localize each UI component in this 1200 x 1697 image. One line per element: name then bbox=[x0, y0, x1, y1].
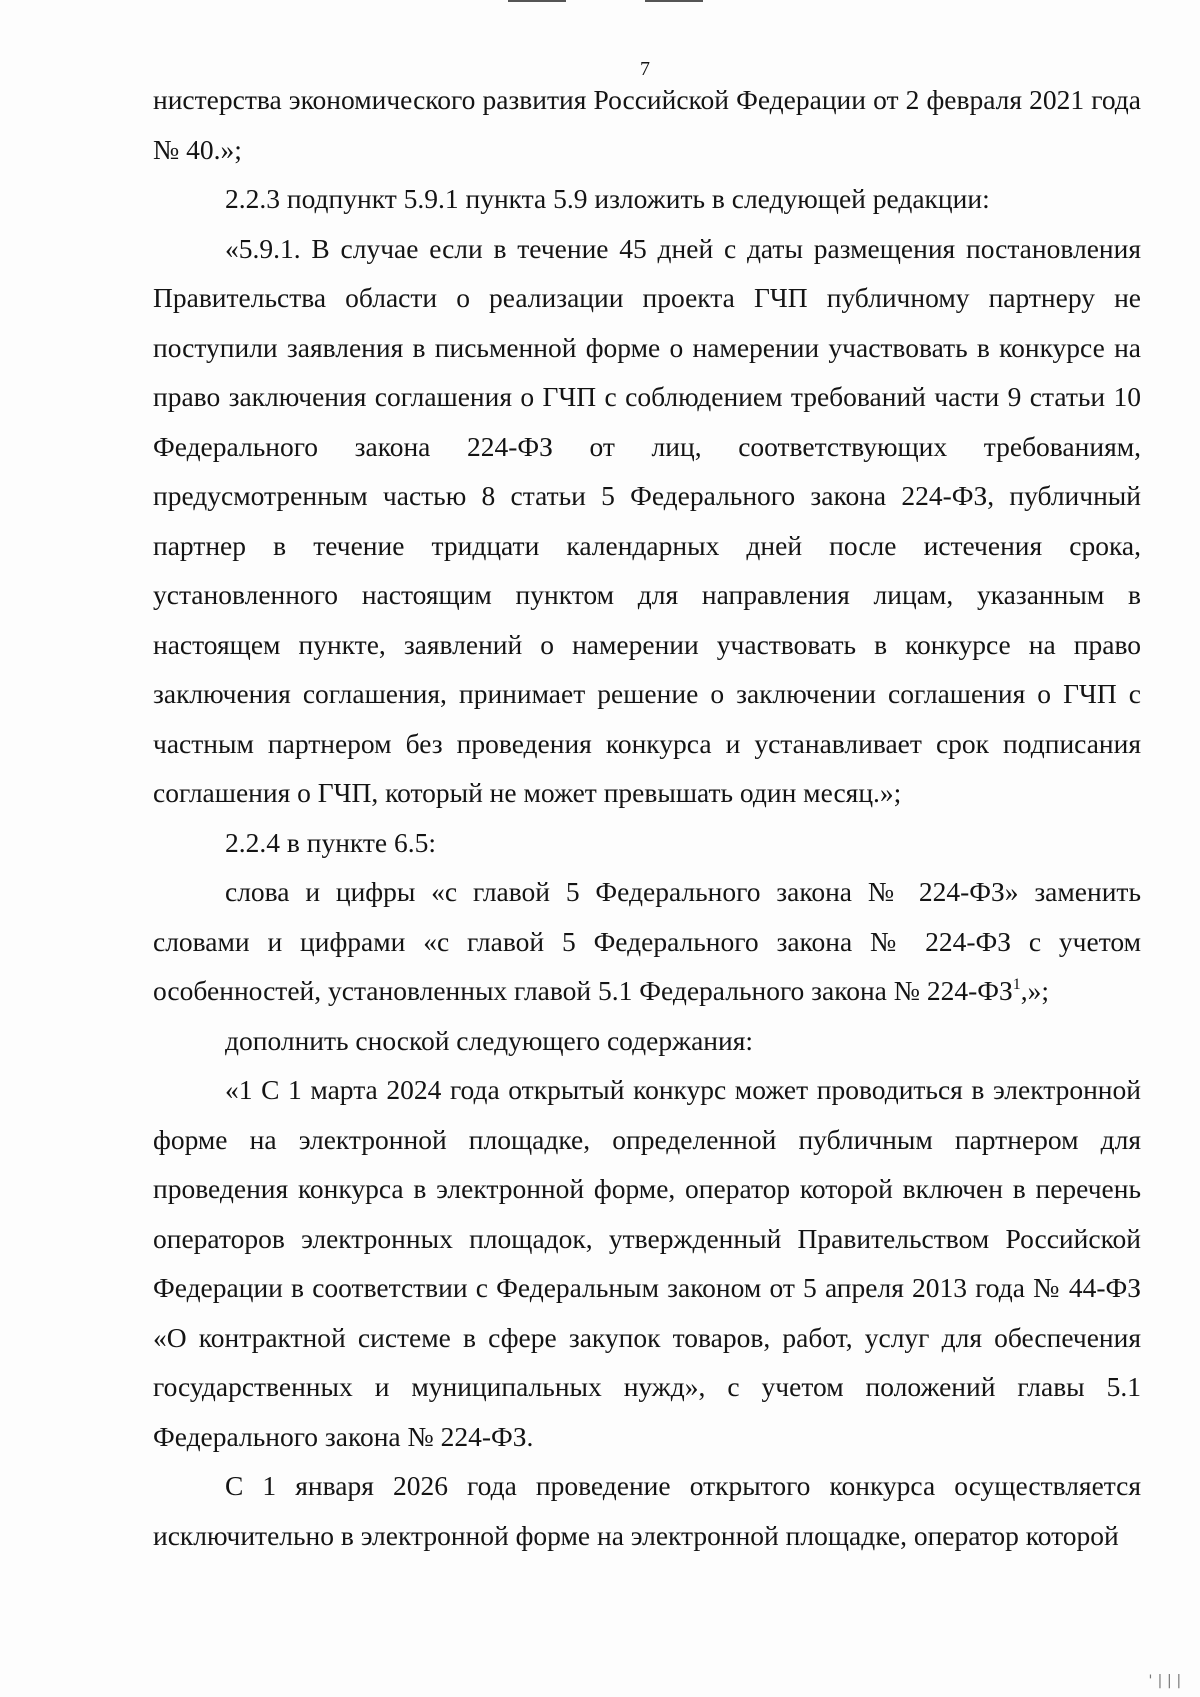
paragraph-continuation: нистерства экономического развития Российской Федерации от 2 февраля 2021 года № 40.»; bbox=[153, 84, 1141, 165]
scan-artifact-line bbox=[508, 0, 566, 2]
paragraph-item-2-2-4: 2.2.4 в пункте 6.5: bbox=[225, 826, 437, 858]
paragraph-replacement-text: слова и цифры «с главой 5 Федерального закона № 224-ФЗ» заменить словами и цифрами «с главой 5 Федерального закона № 224-ФЗ с учетом особенностей, установленных главой 5.1 Федерального закона № 224-ФЗ bbox=[153, 876, 1141, 1006]
paragraph-footnote-continued: С 1 января 2026 года проведение открытого конкурса осуществляется исключительно в электронной форме на электронной площадке, оператор которой bbox=[153, 1470, 1141, 1551]
footnote-marker: 1 bbox=[1012, 976, 1021, 993]
paragraph-quote-5-9-1: «5.9.1. В случае если в течение 45 дней с даты размещения постановления Правительства области о реализации проекта ГЧП публичному партнеру не поступили заявления в письменной форме о намерении участвовать в конкурсе на право заключения соглашения о ГЧП с соблюдением требований части 9 статьи 10 Федерального закона 224-ФЗ от лиц, соответствующих требованиям, предусмотренным частью 8 статьи 5 Федерального закона 224-ФЗ, публичный партнер в течение тридцати календарных дней после истечения срока, установленного настоящим пунктом для направления лицам, указанным в настоящем пункте, заявлений о намерении участвовать в конкурсе на право заключения соглашения, принимает решение о заключении соглашения о ГЧП с частным партнером без проведения конкурса и устанавливает срок подписания соглашения о ГЧП, который не может превышать один месяц.»; bbox=[153, 232, 1141, 808]
paragraph-item-2-2-3: 2.2.3 подпункт 5.9.1 пункта 5.9 изложить в следующей редакции: bbox=[225, 183, 990, 214]
paragraph-footnote-intro: дополнить сноской следующего содержания: bbox=[225, 1024, 754, 1056]
paragraph-replacement-tail: ,»; bbox=[1020, 975, 1050, 1006]
page-number: 7 bbox=[640, 58, 650, 80]
document-body bbox=[153, 75, 1141, 1560]
paragraph-footnote-text: «1 С 1 марта 2024 года открытый конкурс может проводиться в электронной форме на электронной площадке, определенной публичным партнером для проведения конкурса в электронной форме, оператор которой включен в перечень операторов электронных площадок, утвержденный Правительством Российской Федерации в соответствии с Федеральным законом от 5 апреля 2013 года № 44-ФЗ «О контрактной системе в сфере закупок товаров, работ, услуг для обеспечения государственных и муниципальных нужд», с учетом положений главы 5.1 Федерального закона № 224-ФЗ. bbox=[153, 1074, 1141, 1452]
scan-artifact-line bbox=[645, 0, 703, 2]
scan-corner-mark: '||| bbox=[1146, 1673, 1184, 1689]
paragraph-replacement bbox=[153, 867, 1141, 1016]
